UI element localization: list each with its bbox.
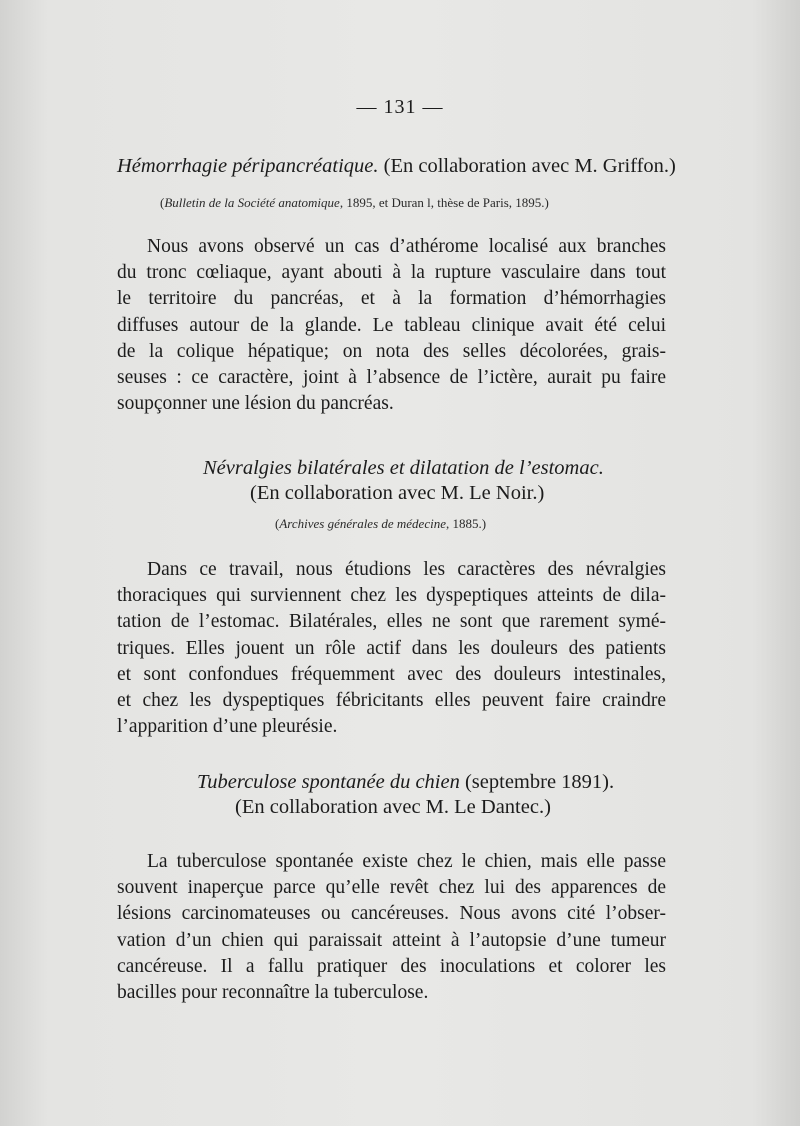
body-line: l’apparition d’une pleurésie. [117, 716, 338, 738]
section-1-reference-source: Bulletin de la Société anatomique [164, 195, 340, 210]
section-3-heading [197, 771, 614, 794]
body-line: thoraciques qui surviennent chez les dyspeptiques atteints de dila- [117, 585, 666, 607]
section-2-title: Névralgies bilatérales et dilatation de l’estomac. [203, 457, 604, 479]
section-2-reference-source: Archives générales de médecine [279, 516, 446, 531]
body-line: diffuses autour de la glande. Le tableau clinique avait été celui [117, 314, 666, 336]
section-3-date: (septembre 1891). [459, 771, 615, 793]
section-2-body [117, 557, 666, 740]
section-1-body [117, 234, 666, 417]
body-line: Nous avons observé un cas d’athérome localisé aux branches [147, 236, 666, 257]
body-line: et sont confondues fréquemment avec des douleurs intestinales, [117, 663, 666, 685]
section-1-heading [117, 155, 676, 178]
section-1-title: Hémorrhagie péripancréatique. [117, 155, 379, 177]
body-line: cancéreuse. Il a fallu pratiquer des inoculations et colorer les [117, 955, 666, 977]
section-1-collab: (En collaboration avec M. Griffon.) [383, 155, 676, 177]
body-line: vation d’un chien qui paraissait atteint à l’autopsie d’une tumeur [117, 929, 666, 951]
page-number: — 131 — [356, 96, 444, 118]
body-line: et chez les dyspeptiques fébricitants elles peuvent faire craindre [117, 690, 666, 712]
body-line: Dans ce travail, nous étudions les caractères des névralgies [147, 559, 666, 580]
body-line: soupçonner une lésion du pancréas. [117, 393, 394, 415]
section-1-reference: (Bulletin de la Société anatomique, 1895, et Duran l, thèse de Paris, 1895.) [160, 195, 549, 210]
section-3-body [117, 849, 666, 1006]
body-line: triques. Elles jouent un rôle actif dans les douleurs des patients [117, 637, 666, 659]
body-line: La tuberculose spontanée existe chez le chien, mais elle passe [147, 851, 666, 872]
section-2-reference: (Archives générales de médecine, 1885.) [275, 516, 487, 531]
body-line: tation de l’estomac. Bilatérales, elles ne sont que rarement symé- [117, 611, 666, 633]
body-line: de la colique hépatique; on nota des selles décolorées, grais- [117, 340, 666, 362]
section-3-title: Tuberculose spontanée du chien [197, 771, 460, 793]
body-line: lésions carcinomateuses ou cancéreuses. Nous avons cité l’obser- [117, 903, 666, 925]
body-line: seuses : ce caractère, joint à l’absence de l’ictère, aurait pu faire [117, 367, 666, 389]
body-line: le territoire du pancréas, et à la formation d’hémorrhagies [117, 288, 666, 310]
body-line: du tronc cœliaque, ayant abouti à la rupture vasculaire dans tout [117, 262, 666, 284]
body-line: souvent inaperçue parce qu’elle revêt chez lui des apparences de [117, 877, 666, 899]
body-line: bacilles pour reconnaître la tuberculose. [117, 982, 429, 1004]
section-3-collab: (En collaboration avec M. Le Dantec.) [235, 796, 551, 818]
section-2-collab: (En collaboration avec M. Le Noir.) [250, 482, 545, 504]
